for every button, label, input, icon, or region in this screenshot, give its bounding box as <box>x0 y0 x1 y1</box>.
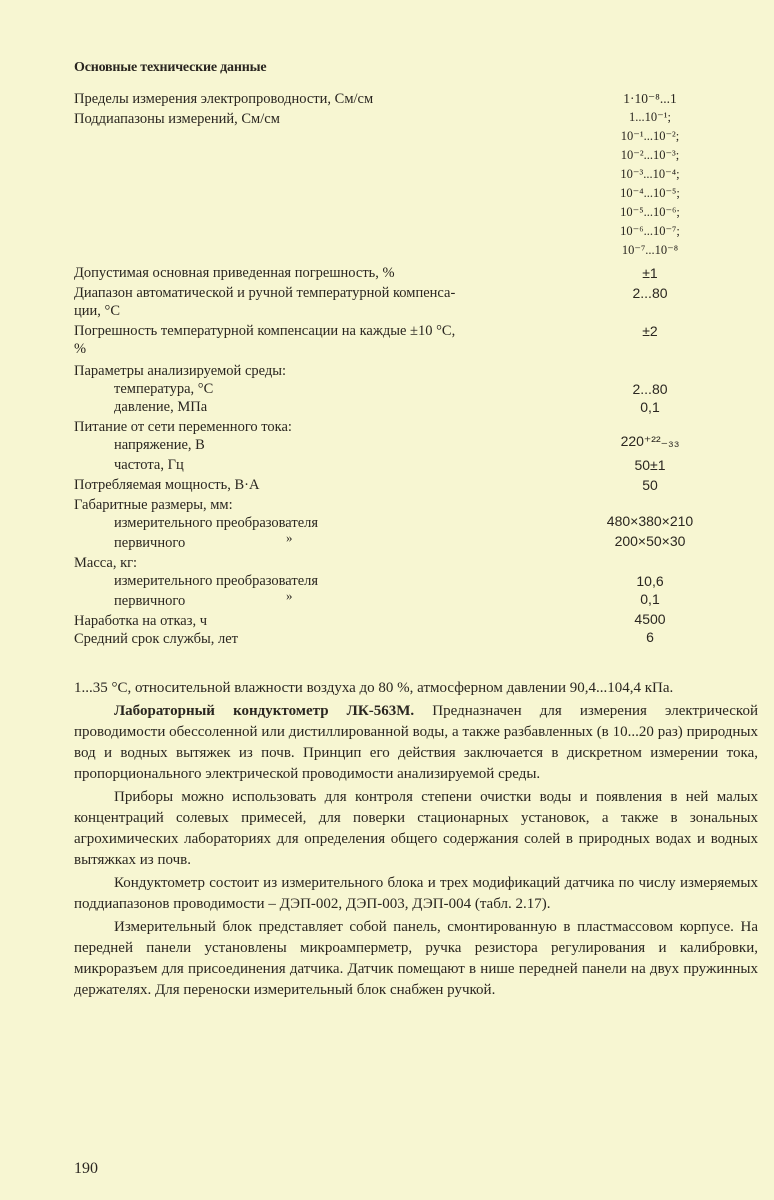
spec-value-medium-pressure: 0,1 <box>640 399 660 415</box>
spec-label-frequency: частота, Гц <box>114 457 184 473</box>
subrange-item: 10⁻³...10⁻⁴; <box>620 167 680 181</box>
spec-value-frequency: 50±1 <box>634 457 666 473</box>
spec-value-temp-comp: 2...80 <box>632 285 668 301</box>
spec-value-voltage: 220⁺²²₋₃₃ <box>620 433 680 449</box>
spec-label-temp-comp-cont: ции, °С <box>74 303 120 319</box>
paragraph-continuation: 1...35 °С, относительной влажности воздуха до 80 %, атмосферном давлении 90,4...104,4 кПа. <box>74 680 674 696</box>
spec-value-dim-converter: 480×380×210 <box>606 513 694 529</box>
spec-value-consumption: 50 <box>642 477 658 493</box>
spec-label-mass-primary: первичного <box>114 593 186 609</box>
subrange-item: 1...10⁻¹; <box>629 110 671 124</box>
subrange-item: 10⁻⁴...10⁻⁵; <box>620 186 680 200</box>
spec-label-mass: Масса, кг: <box>74 555 138 571</box>
spec-label-power: Питание от сети переменного тока: <box>74 419 292 435</box>
spec-value-medium-temp: 2...80 <box>632 381 668 397</box>
spec-label-temp-comp-error-cont: % <box>74 341 87 357</box>
device-title: Лабораторный кондуктометр ЛК-563М. <box>114 703 415 719</box>
spec-label-temp-comp: Диапазон автоматической и ручной температурной компенса- <box>74 285 456 301</box>
spec-label-voltage: напряжение, В <box>114 437 205 453</box>
spec-label-medium-params: Параметры анализируемой среды: <box>74 363 287 379</box>
subrange-item: 10⁻⁷...10⁻⁸ <box>621 243 679 257</box>
spec-label-consumption: Потребляемая мощность, В·А <box>74 477 260 493</box>
spec-label-medium-pressure: давление, МПа <box>114 399 208 415</box>
ditto-mark: » <box>286 530 293 545</box>
paragraph-lk563m <box>74 701 758 785</box>
paragraph-usage: Приборы можно использовать для контроля степени очистки воды и появления в ней малых концентраций солевых примесей, для поверки стационарных установок, а также в зональных агрохимических лабораториях для определения общего содержания солей в природных водах и водных вытяжках из почв. <box>74 789 758 868</box>
spec-value-mass-primary: 0,1 <box>640 591 660 607</box>
spec-label-lifetime: Средний срок службы, лет <box>74 631 238 647</box>
spec-value-dim-primary: 200×50×30 <box>614 533 686 549</box>
ditto-mark: » <box>286 588 293 603</box>
body-text <box>74 678 758 1001</box>
subrange-item: 10⁻⁵...10⁻⁶; <box>620 205 680 219</box>
spec-value-temp-comp-error: ±2 <box>642 323 658 339</box>
spec-label-mtbf: Наработка на отказ, ч <box>74 613 207 629</box>
subrange-item: 10⁻¹...10⁻²; <box>620 129 680 143</box>
spec-value-lifetime: 6 <box>646 629 654 645</box>
spec-label-dimensions: Габаритные размеры, мм: <box>74 497 233 513</box>
spec-label-conductivity-range: Пределы измерения электропроводности, См/см <box>74 91 374 107</box>
subrange-item: 10⁻²...10⁻³; <box>620 148 680 162</box>
spec-label-dim-primary: первичного <box>114 535 186 551</box>
section-heading: Основные технические данные <box>74 60 267 75</box>
spec-label-error: Допустимая основная приведенная погрешность, % <box>74 265 395 281</box>
spec-value-mtbf: 4500 <box>634 611 666 627</box>
spec-label-dim-converter: измерительного преобразователя <box>114 515 319 531</box>
paragraph-composition: Кондуктометр состоит из измерительного блока и трех модификаций датчика по числу измеряемых поддиапазонов проводимости – ДЭП-002, ДЭП-003, ДЭП-004 (табл. 2.17). <box>74 875 758 912</box>
spec-label-subranges: Поддиапазоны измерений, См/см <box>74 111 280 127</box>
spec-label-temp-comp-error: Погрешность температурной компенсации на каждые ±10 °С, <box>74 323 456 339</box>
spec-value-error: ±1 <box>642 265 658 281</box>
spec-label-medium-temp: температура, °С <box>114 381 214 397</box>
subrange-item: 10⁻⁶...10⁻⁷; <box>620 224 680 238</box>
paragraph-measuring-block: Измерительный блок представляет собой панель, смонтированную в пластмассовом корпусе. На передней панели установлены микроамперметр, ручка резистора регулирования и калибровки, микроразъем для присоединения датчика. Датчик помещают в нише передней панели на двух пружинных держателях. Для переноски измерительный блок снабжен ручкой. <box>74 919 758 998</box>
spec-value-mass-converter: 10,6 <box>636 573 664 589</box>
paragraph-text: Предназначен для измерения электрической проводимости обессоленной или дистиллированной воды, а также разбавленных (в 10...20 раз) природных вод и водных вытяжек из почв. Принцип его действия заключается в дискретном измерении тока, пропорционального электрической проводимости анализируемой среды. <box>74 703 758 782</box>
subranges-list <box>580 108 720 260</box>
spec-label-mass-converter: измерительного преобразователя <box>114 573 319 589</box>
spec-value-conductivity-range: 1·10⁻⁸...1 <box>623 91 677 106</box>
page-number: 190 <box>74 1160 98 1177</box>
